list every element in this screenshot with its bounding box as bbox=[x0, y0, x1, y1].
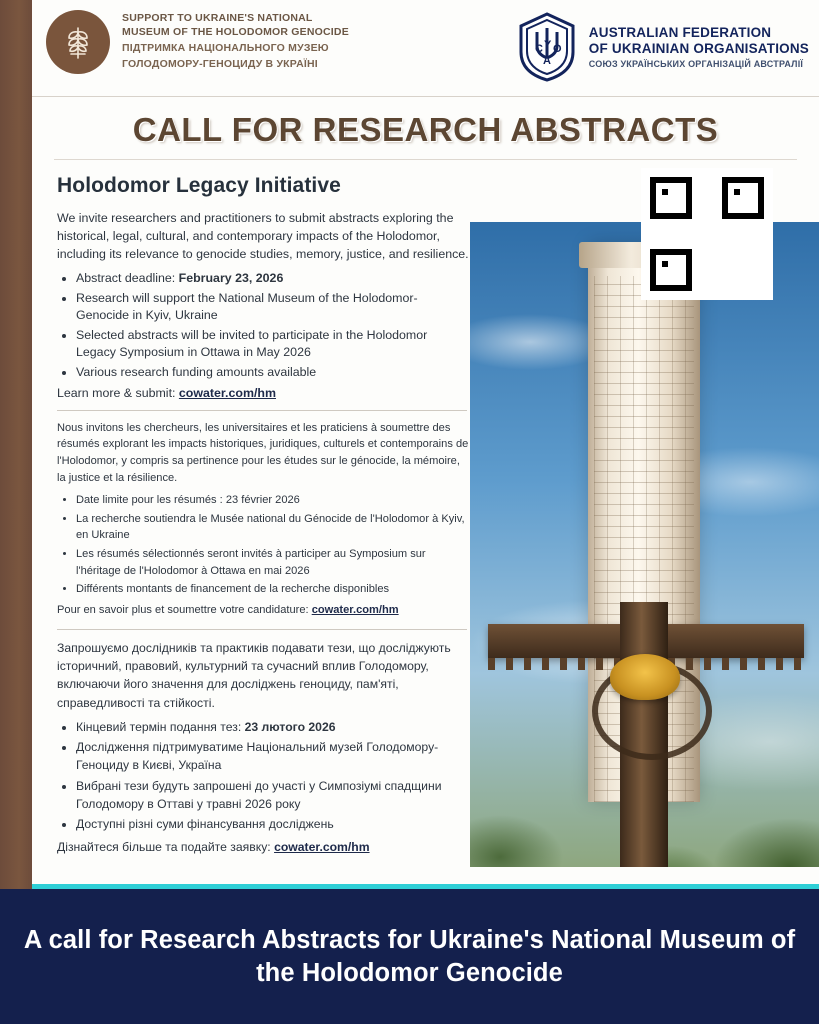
svg-text:A: A bbox=[542, 55, 551, 67]
ukrainian-section bbox=[54, 639, 470, 856]
caption-banner bbox=[0, 889, 819, 1024]
flyer-body bbox=[32, 0, 819, 889]
header-left-line3: ПІДТРИМКА НАЦІОНАЛЬНОГО МУЗЕЮ bbox=[122, 42, 329, 54]
english-section bbox=[54, 210, 470, 400]
text-column bbox=[54, 168, 470, 856]
ukrainian-bullet-list bbox=[54, 718, 470, 834]
qr-finder-top-right bbox=[722, 177, 764, 219]
header-left-line4: ГОЛОДОМОРУ-ГЕНОЦИДУ В УКРАЇНІ bbox=[122, 58, 318, 71]
list-item bbox=[76, 718, 470, 736]
caption-text: A call for Research Abstracts for Ukraine's National Museum of the Holodomor Genocide bbox=[23, 926, 796, 987]
ukrainian-learn-more bbox=[57, 838, 470, 856]
header bbox=[32, 0, 819, 97]
subtitle: Holodomor Legacy Initiative bbox=[57, 174, 341, 197]
ukrainian-learn-more-label: Дізнайтеся більше та подайте заявку: bbox=[57, 839, 275, 854]
list-item: • Research will support the National Museum of the Holodomor-Genocide in Kyiv, Ukraine bbox=[76, 290, 470, 325]
left-spine-decoration bbox=[0, 0, 32, 889]
english-learn-more-label: Learn more & submit: bbox=[57, 385, 179, 400]
list-item: • Différents montants de financement de la recherche disponibles bbox=[76, 581, 470, 598]
header-left-line1: SUPPORT TO UKRAINE'S NATIONAL bbox=[122, 12, 313, 25]
header-left-logo-group bbox=[46, 10, 349, 74]
qr-code-pattern bbox=[648, 175, 766, 293]
header-right-logo-group bbox=[517, 12, 809, 82]
list-item: • Les résumés sélectionnés seront invités à participer au Symposium sur l'héritage de l'Holodomor à Ottawa en mai 2026 bbox=[76, 546, 470, 579]
list-item: • Date limite pour les résumés : 23 février 2026 bbox=[76, 492, 470, 509]
qr-finder-bottom-left bbox=[650, 249, 692, 291]
english-submit-link[interactable]: cowater.com/hm bbox=[178, 385, 276, 400]
svg-text:O: O bbox=[552, 43, 562, 55]
afuo-line1: AUSTRALIAN FEDERATION bbox=[588, 24, 772, 40]
english-learn-more bbox=[57, 386, 470, 400]
french-section bbox=[54, 420, 470, 619]
list-item: • Вибрані тези будуть запрошені до участі у Симпозіумі спадщини Голодомору в Оттаві у травні 2026 року bbox=[76, 777, 470, 814]
list-item: • Selected abstracts will be invited to participate in the Holodomor Legacy Symposium in Ottawa in May 2026 bbox=[76, 327, 470, 362]
qr-finder-top-left bbox=[650, 177, 692, 219]
list-item: • Various research funding amounts available bbox=[76, 364, 470, 382]
bullet-bold: February 23, 2026 bbox=[178, 270, 284, 285]
bullet-bold: 23 лютого 2026 bbox=[244, 719, 336, 734]
english-paragraph: We invite researchers and practitioners to submit abstracts exploring the historical, legal, cultural, and contemporary impacts of the Holodomor, including its relevance to genocide studies, memory, justice, and resilience. bbox=[57, 211, 469, 261]
ukrainian-submit-link[interactable]: cowater.com/hm bbox=[274, 839, 370, 854]
header-left-text bbox=[122, 12, 349, 72]
qr-code[interactable] bbox=[641, 168, 773, 300]
divider bbox=[57, 629, 467, 630]
list-item: • La recherche soutiendra le Musée national du Génocide de l'Holodomor à Kyiv, en Ukraine bbox=[76, 511, 470, 544]
holodomor-memorial-monument-photo bbox=[470, 222, 819, 867]
ukrainian-paragraph: Запрошуємо дослідників та практиків подавати тези, що досліджують історичний, правовий, культурний та сучасний вплив Голодомору, включаючи його значення для досліджень геноциду, пам'яті, справедливості та стійкості. bbox=[57, 640, 451, 710]
afuo-line2: OF UKRAINIAN ORGANISATIONS bbox=[588, 40, 809, 56]
french-learn-more bbox=[57, 602, 470, 619]
list-item bbox=[76, 270, 470, 288]
french-submit-link[interactable]: cowater.com/hm bbox=[311, 604, 399, 617]
english-bullet-list bbox=[54, 270, 470, 382]
bullet-text: Abstract deadline: bbox=[76, 270, 179, 285]
list-item: • Доступні різні суми фінансування досліджень bbox=[76, 815, 470, 833]
title-block bbox=[54, 97, 797, 160]
french-paragraph: Nous invitons les chercheurs, les universitaires et les praticiens à soumettre des résumés explorant les impacts historiques, juridiques, culturels et contemporains de l'Holodomor, y compris sa pertinence pour les études sur le génocide, la mémoire, la justice et la résilience. bbox=[57, 421, 469, 484]
image-column bbox=[470, 168, 819, 867]
golden-bird-emblem-icon bbox=[610, 654, 680, 700]
french-bullet-list bbox=[54, 492, 470, 598]
cyo-trident-shield-icon bbox=[517, 12, 577, 82]
svg-text:C: C bbox=[534, 43, 543, 55]
divider bbox=[57, 410, 467, 411]
svg-text:Y: Y bbox=[543, 39, 552, 51]
french-learn-more-label: Pour en savoir plus et soumettre votre candidature: bbox=[57, 604, 312, 617]
bullet-text: Кінцевий термін подання тез: bbox=[76, 719, 245, 734]
header-left-line2: MUSEUM OF THE HOLODOMOR GENOCIDE bbox=[122, 25, 349, 38]
afuo-line3: СОЮЗ УКРАЇНСЬКИХ ОРГАНІЗАЦІЙ АВСТРАЛІЇ bbox=[588, 59, 804, 70]
list-item: • Дослідження підтримуватиме Національний музей Голодомору-Геноциду в Києві, Україна bbox=[76, 738, 470, 775]
page-title: CALL FOR RESEARCH ABSTRACTS bbox=[132, 111, 719, 148]
content-area bbox=[32, 160, 819, 867]
header-right-text bbox=[589, 25, 809, 70]
wheat-sheaf-icon bbox=[46, 10, 110, 74]
